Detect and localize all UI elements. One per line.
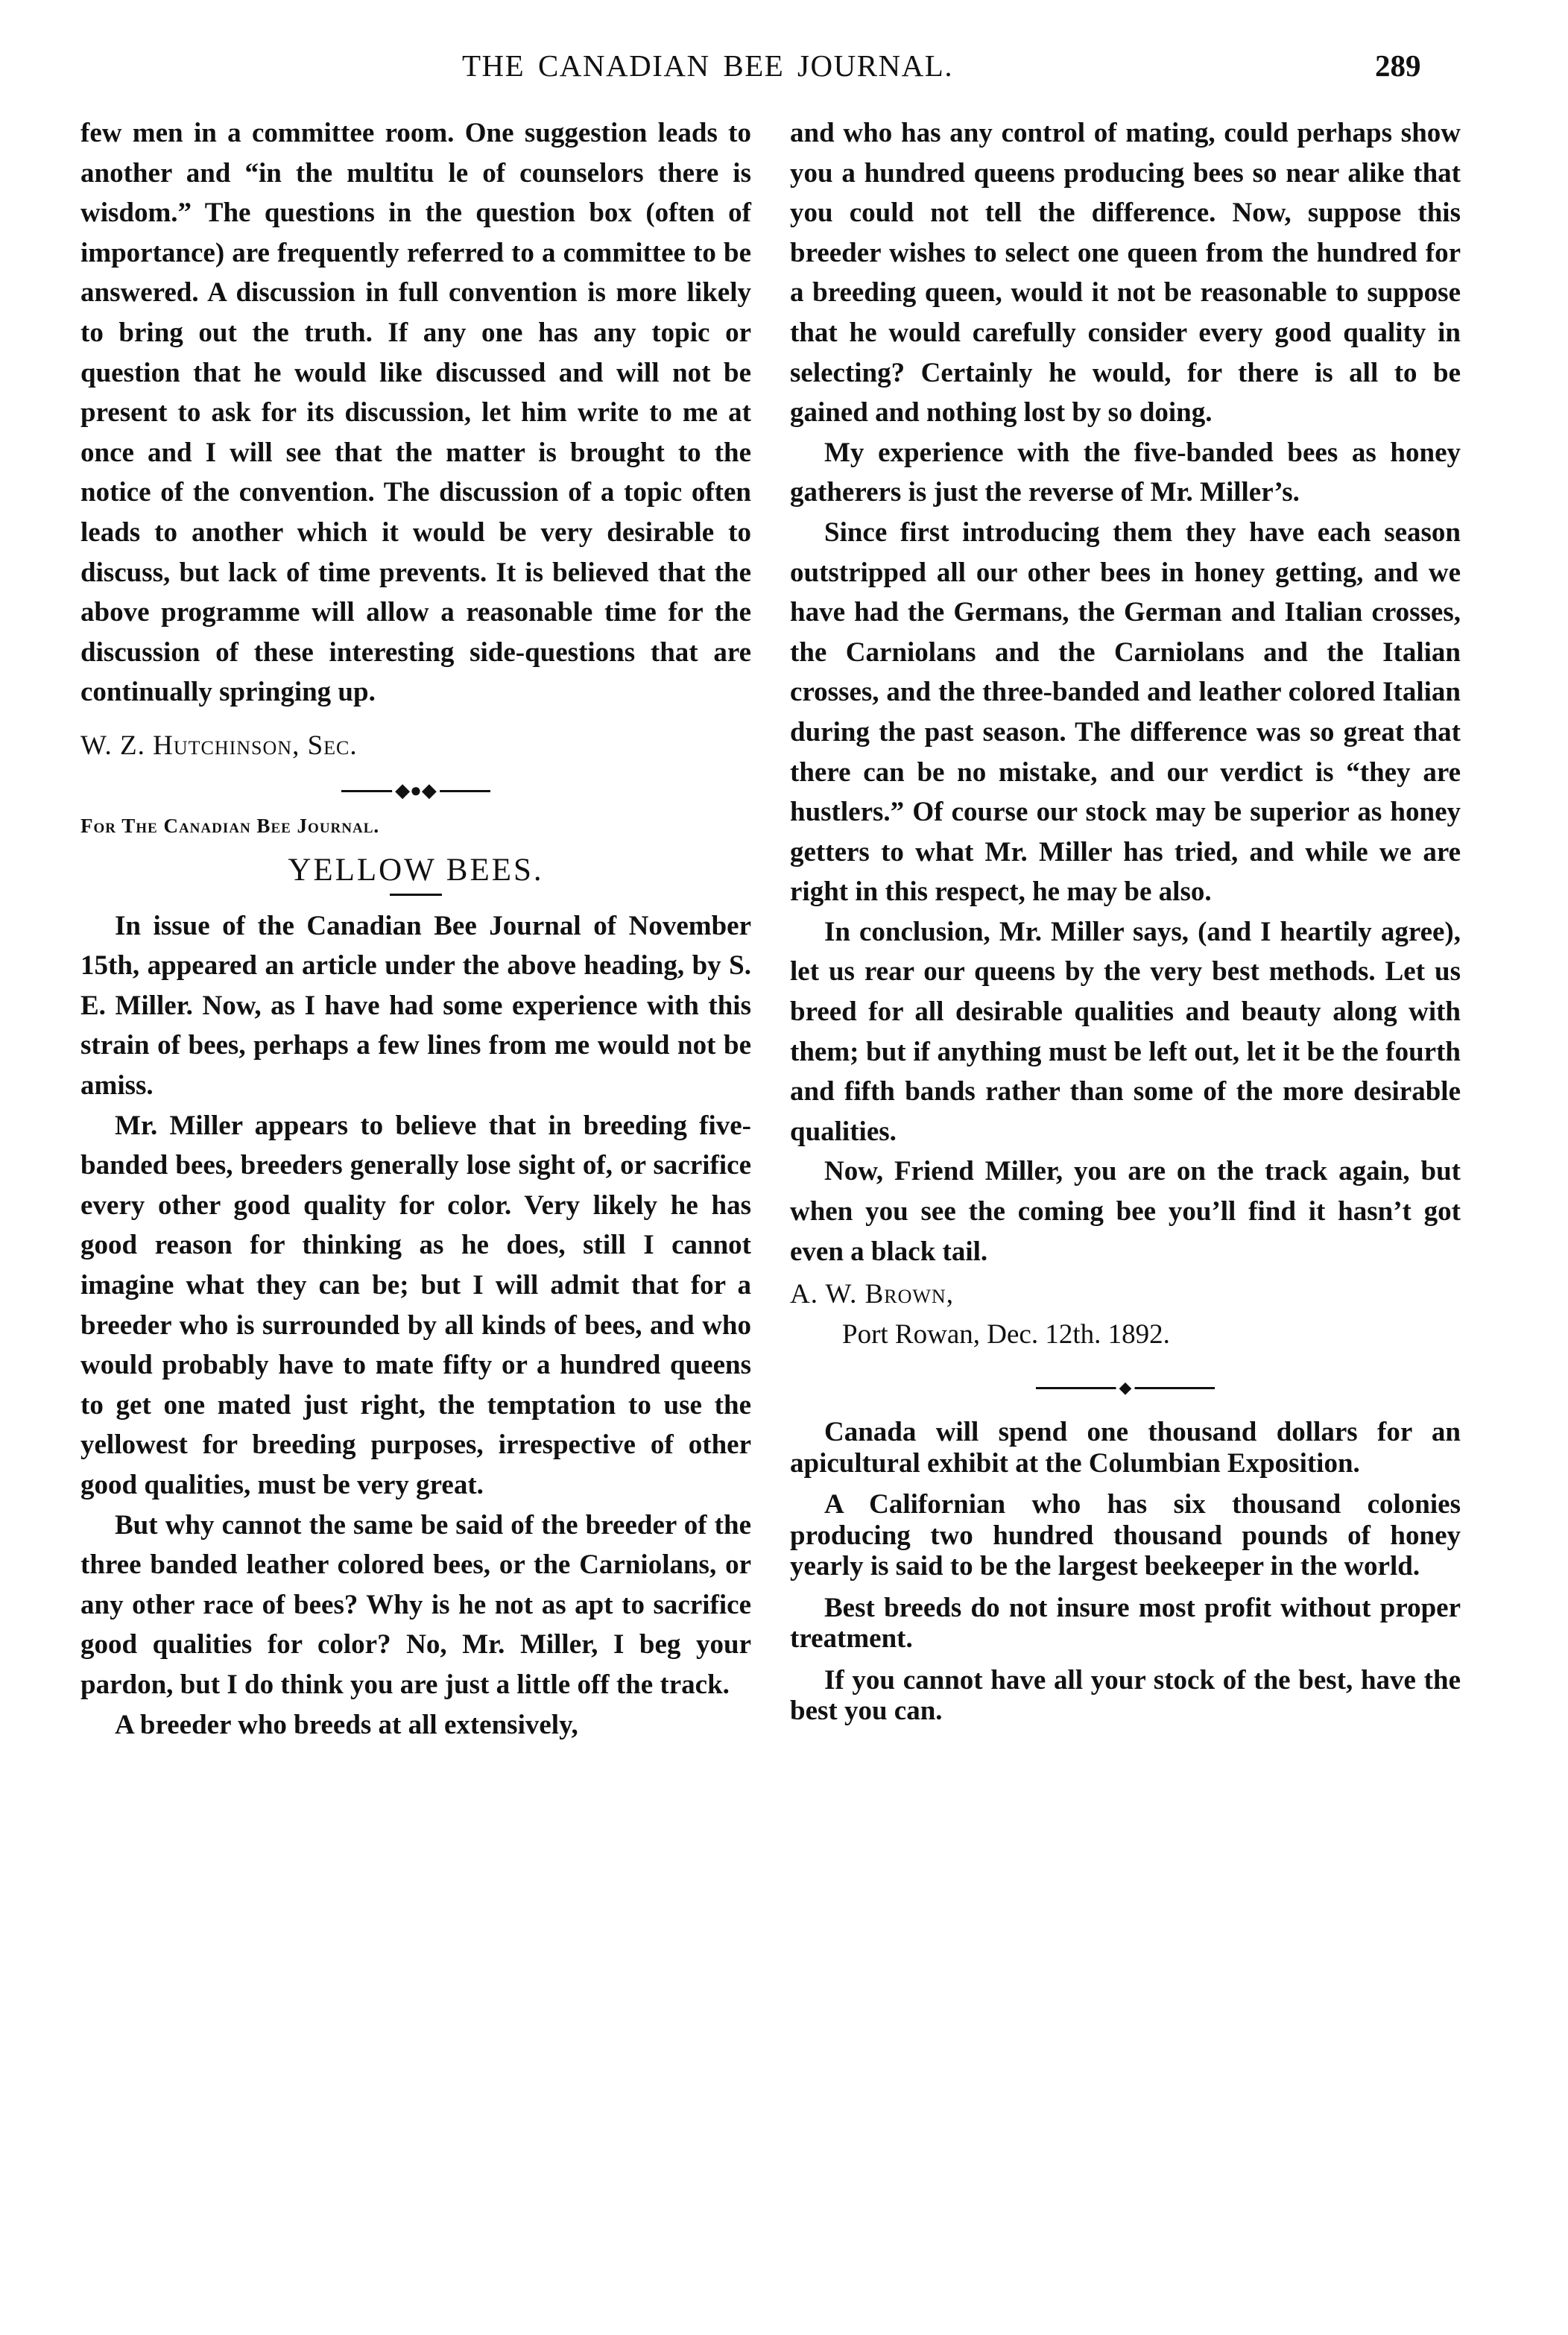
- page-number: 289: [1375, 48, 1421, 83]
- running-title: THE CANADIAN BEE JOURNAL.: [462, 48, 954, 83]
- note-item: Best breeds do not insure most profit without proper treatment.: [790, 1592, 1461, 1655]
- article-paragraph: Since first introducing them they have each season outstripped all our other bees in honey getting, and we have had the Germans, the German and Italian crosses, the Carniolans and the Carniolans and the Italian crosses, and the three-banded and leather colored Italian during the past season. The difference was so great that there can be no mistake, and our verdict is “they are hustlers.” Of course our stock may be superior as honey getters to what Mr. Miller has tried, and while we are right in this respect, he may be also.: [790, 516, 1461, 908]
- article-paragraph: In issue of the Canadian Bee Journal of November 15th, appeared an article under the above heading, by S. E. Miller. Now, as I have had some experience with this strain of bees, perhaps a few lines from me would not be amiss.: [80, 910, 751, 1102]
- section-divider: [80, 777, 751, 806]
- continuation-paragraph: few men in a committee room. One suggestion leads to another and “in the multitu le of counselors there is wisdom.” The questions in the question box (often of importance) are frequently referred to a committee to be answered. A discussion in full convention is more likely to bring out the truth. If any one has any topic or question that he would like discussed and will not be present to ask for its discussion, let him write to me at once and I will see that the matter is brought to the notice of the convention. The discussion of a topic often leads to another which it would be very desirable to discuss, but lack of time prevents. It is believed that the above programme will allow a reasonable time for the discussion of these interesting side-questions that are continually springing up.: [80, 118, 751, 708]
- note-item: A Californian who has six thousand colonies producing two hundred thousand pounds of honey yearly is said to be the largest beekeeper in the world.: [790, 1489, 1461, 1582]
- article-title: YELLOW BEES.: [288, 853, 544, 888]
- article-paragraph: Now, Friend Miller, you are on the track again, but when you see the coming bee you’ll find it hasn’t got even a black tail.: [790, 1156, 1461, 1267]
- notes-divider: [790, 1374, 1461, 1403]
- article-paragraph: Mr. Miller appears to believe that in breeding five-banded bees, breeders generally lose sight of, or sacrifice every other good quality for color. Very likely he has good reason for thinking as he does, still I cannot imagine what they can be; but I will admit that for a breeder who is surrounded by all kinds of bees, and who would probably have to mate fifty or a hundred queens to get one mated just right, the temptation to use the yellowest for breeding purposes, irrespective of other good qualities, must be very great.: [80, 1110, 751, 1500]
- note-item: If you cannot have all your stock of the best, have the best you can.: [790, 1664, 1461, 1727]
- ornament-icon: ◆: [1116, 1377, 1135, 1399]
- notes-list: [790, 1417, 1461, 1727]
- signature-brown: A. W. Brown,: [790, 1279, 954, 1310]
- right-column: [790, 113, 1461, 1737]
- article-paragraph: A breeder who breeds at all extensively,: [115, 1709, 578, 1740]
- article-paragraph: and who has any control of mating, could perhaps show you a hundred queens producing bees so near alike that you could not tell the difference. Now, suppose this breeder wishes to select one queen from the hundred for a breeding queen, would it not be reasonable to suppose that he would carefully consider every good quality in selecting? Certainly he would, for there is all to be gained and nothing lost by so doing.: [790, 118, 1461, 429]
- source-line: For The Canadian Bee Journal.: [80, 814, 380, 837]
- title-rule: [390, 894, 442, 896]
- place-date: Port Rowan, Dec. 12th. 1892.: [842, 1318, 1170, 1350]
- article-paragraph: My experience with the five-banded bees as honey gatherers is just the reverse of Mr. Miller’s.: [790, 437, 1461, 508]
- note-item: Canada will spend one thousand dollars for an apicultural exhibit at the Columbian Exposition.: [790, 1417, 1461, 1479]
- signature-hutchinson: W. Z. Hutchinson, Sec.: [80, 730, 358, 761]
- article-paragraph: But why cannot the same be said of the breeder of the three banded leather colored bees, or the Carniolans, or any other race of bees? Why is he not as apt to sacrifice good qualities for color? No, Mr. Miller, I beg your pardon, but I do think you are just a little off the track.: [80, 1509, 751, 1700]
- ornament-icon: ◆●◆: [392, 780, 440, 802]
- article-paragraph: In conclusion, Mr. Miller says, (and I heartily agree), let us rear our queens by the very best methods. Let us breed for all desirable qualities and beauty along with them; but if anything must be left out, let it be the fourth and fifth bands rather than some of the more desirable qualities.: [790, 916, 1461, 1147]
- left-column: [80, 113, 751, 1745]
